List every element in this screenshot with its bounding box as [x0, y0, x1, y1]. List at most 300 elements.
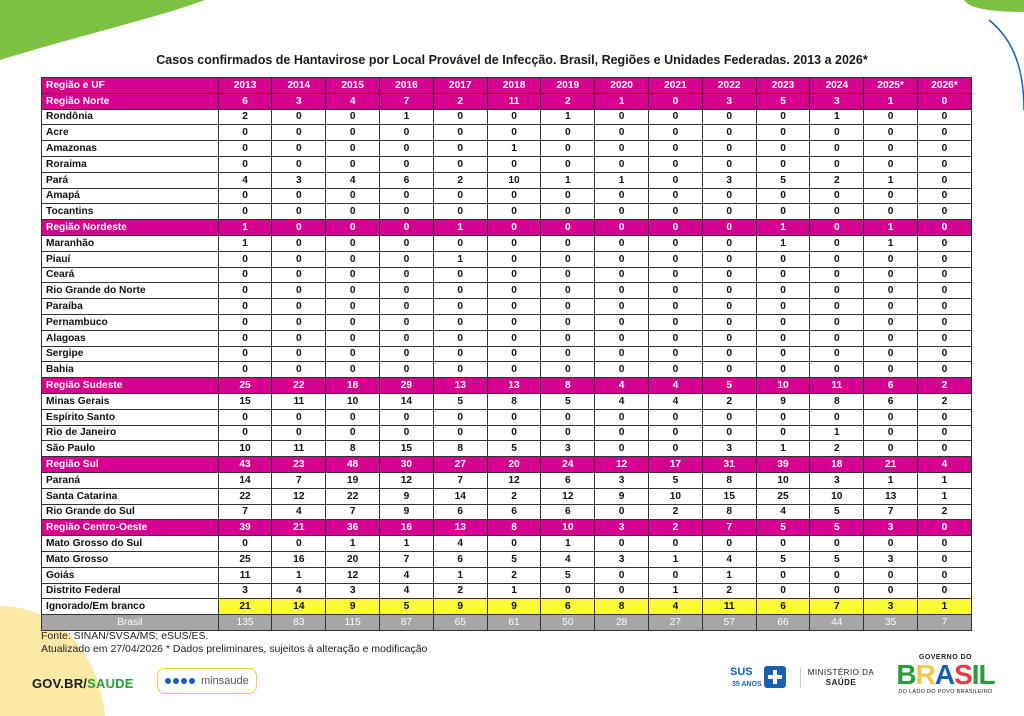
cell-value: 0 — [649, 346, 703, 362]
cell-value: 12 — [487, 472, 541, 488]
cell-value: 0 — [595, 188, 649, 204]
govbr-saude-logo[interactable] — [32, 676, 134, 691]
table-row — [42, 299, 972, 315]
cell-value: 10 — [649, 488, 703, 504]
cell-value: 1 — [756, 441, 810, 457]
cell-value: 0 — [487, 251, 541, 267]
cell-value: 13 — [433, 378, 487, 394]
cell-value: 0 — [218, 536, 272, 552]
sus-years: 35 ANOS — [732, 681, 762, 688]
source-note: Fonte: SINAN/SVSA/MS; eSUS/ES. — [41, 630, 209, 642]
cell-value: 0 — [864, 125, 918, 141]
cell-value: 0 — [487, 283, 541, 299]
cell-value: 0 — [864, 141, 918, 157]
cell-value: 4 — [380, 567, 434, 583]
cell-value: 9 — [380, 504, 434, 520]
cell-value: 0 — [380, 188, 434, 204]
cell-value: 0 — [864, 156, 918, 172]
cell-value: 0 — [218, 141, 272, 157]
cell-value: 5 — [810, 520, 864, 536]
cell-value: 0 — [218, 156, 272, 172]
cell-value: 0 — [487, 362, 541, 378]
cell-value: 0 — [380, 156, 434, 172]
cell-value: 0 — [541, 235, 595, 251]
brasil-letter: A — [934, 659, 955, 690]
cell-value: 18 — [326, 378, 380, 394]
cell-value: 0 — [918, 251, 972, 267]
cell-value: 4 — [595, 378, 649, 394]
cell-value: 0 — [272, 109, 326, 125]
cell-value: 10 — [487, 172, 541, 188]
cell-value: 5 — [810, 504, 864, 520]
header-region-uf: Região e UF — [42, 78, 219, 94]
cell-value: 3 — [218, 583, 272, 599]
cell-value: 0 — [918, 267, 972, 283]
cell-value: 22 — [272, 378, 326, 394]
cell-value: 0 — [595, 409, 649, 425]
cell-value: 0 — [326, 409, 380, 425]
cell-value: 0 — [487, 425, 541, 441]
table-row — [42, 314, 972, 330]
cell-value: 0 — [218, 125, 272, 141]
cell-value: 0 — [487, 267, 541, 283]
cell-value: 0 — [756, 314, 810, 330]
cell-value: 0 — [595, 156, 649, 172]
table-row — [42, 393, 972, 409]
cell-value: 0 — [810, 330, 864, 346]
table-row — [42, 330, 972, 346]
cell-value: 0 — [649, 409, 703, 425]
cell-value: 4 — [326, 172, 380, 188]
cell-value: 12 — [272, 488, 326, 504]
cell-value: 0 — [272, 156, 326, 172]
cell-value: 39 — [756, 457, 810, 473]
cell-value: 0 — [810, 188, 864, 204]
header-year: 2025* — [864, 78, 918, 94]
cell-value: 2 — [433, 583, 487, 599]
cell-value: 0 — [702, 362, 756, 378]
cell-value: 0 — [487, 156, 541, 172]
cell-value: 9 — [756, 393, 810, 409]
cell-value: 0 — [218, 362, 272, 378]
cell-value: 0 — [702, 125, 756, 141]
cell-value: 6 — [756, 599, 810, 615]
cell-value: 3 — [810, 93, 864, 109]
cell-value: 3 — [702, 172, 756, 188]
cell-value: 5 — [380, 599, 434, 615]
header-year: 2018 — [487, 78, 541, 94]
brasil-letter: L — [978, 659, 995, 690]
cell-value: 0 — [595, 346, 649, 362]
govbr-suffix: SAUDE — [87, 676, 134, 691]
row-label: Rio Grande do Norte — [42, 283, 219, 299]
cell-value: 0 — [756, 283, 810, 299]
sus-text: SUS — [730, 666, 753, 678]
cell-value: 0 — [218, 409, 272, 425]
cell-value: 0 — [380, 299, 434, 315]
total-value: 57 — [702, 615, 756, 631]
header-year: 2026* — [918, 78, 972, 94]
cell-value: 0 — [326, 188, 380, 204]
cell-value: 14 — [380, 393, 434, 409]
cell-value: 0 — [272, 267, 326, 283]
cell-value: 2 — [918, 504, 972, 520]
cell-value: 23 — [272, 457, 326, 473]
cell-value: 4 — [326, 93, 380, 109]
row-label: Região Nordeste — [42, 220, 219, 236]
cell-value: 2 — [649, 504, 703, 520]
cell-value: 1 — [649, 551, 703, 567]
cell-value: 1 — [810, 109, 864, 125]
cell-value: 0 — [380, 362, 434, 378]
cell-value: 9 — [595, 488, 649, 504]
cell-value: 0 — [487, 109, 541, 125]
cell-value: 0 — [649, 267, 703, 283]
cell-value: 22 — [326, 488, 380, 504]
cell-value: 0 — [487, 330, 541, 346]
cell-value: 9 — [487, 599, 541, 615]
cell-value: 8 — [702, 504, 756, 520]
cell-value: 0 — [595, 567, 649, 583]
cell-value: 0 — [918, 409, 972, 425]
cell-value: 0 — [756, 188, 810, 204]
cell-value: 1 — [272, 567, 326, 583]
cell-value: 0 — [218, 204, 272, 220]
row-label: Bahia — [42, 362, 219, 378]
cell-value: 7 — [272, 472, 326, 488]
cell-value: 18 — [810, 457, 864, 473]
row-label: Amapá — [42, 188, 219, 204]
cell-value: 0 — [272, 220, 326, 236]
cell-value: 3 — [702, 93, 756, 109]
cell-value: 0 — [702, 346, 756, 362]
cell-value: 0 — [649, 314, 703, 330]
cell-value: 0 — [487, 235, 541, 251]
cell-value: 10 — [218, 441, 272, 457]
cell-value: 0 — [380, 141, 434, 157]
cell-value: 0 — [433, 362, 487, 378]
cell-value: 0 — [380, 346, 434, 362]
cell-value: 0 — [756, 125, 810, 141]
cell-value: 0 — [326, 299, 380, 315]
cell-value: 2 — [810, 441, 864, 457]
row-label: Mato Grosso do Sul — [42, 536, 219, 552]
minsaude-badge[interactable] — [157, 668, 257, 694]
cell-value: 4 — [433, 536, 487, 552]
cell-value: 0 — [918, 204, 972, 220]
cell-value: 0 — [272, 362, 326, 378]
row-label: Região Norte — [42, 93, 219, 109]
cell-value: 0 — [864, 299, 918, 315]
cell-value: 5 — [756, 551, 810, 567]
total-label: Brasil — [42, 615, 219, 631]
cell-value: 0 — [380, 409, 434, 425]
cell-value: 0 — [864, 409, 918, 425]
cell-value: 0 — [541, 283, 595, 299]
cell-value: 0 — [541, 425, 595, 441]
cell-value: 0 — [272, 425, 326, 441]
cell-value: 0 — [702, 188, 756, 204]
cell-value: 0 — [272, 330, 326, 346]
cell-value: 16 — [272, 551, 326, 567]
cell-value: 4 — [649, 393, 703, 409]
cell-value: 0 — [649, 156, 703, 172]
cell-value: 6 — [541, 504, 595, 520]
cell-value: 0 — [810, 583, 864, 599]
cell-value: 2 — [810, 172, 864, 188]
cell-value: 0 — [918, 520, 972, 536]
cell-value: 0 — [810, 235, 864, 251]
cell-value: 13 — [487, 378, 541, 394]
cell-value: 3 — [272, 172, 326, 188]
row-label: Piauí — [42, 251, 219, 267]
header-year: 2014 — [272, 78, 326, 94]
cell-value: 0 — [649, 188, 703, 204]
cell-value: 39 — [218, 520, 272, 536]
cell-value: 0 — [918, 299, 972, 315]
cell-value: 0 — [541, 156, 595, 172]
cell-value: 14 — [218, 472, 272, 488]
cell-value: 0 — [918, 220, 972, 236]
cell-value: 0 — [326, 235, 380, 251]
cell-value: 7 — [702, 520, 756, 536]
cell-value: 0 — [702, 409, 756, 425]
cell-value: 3 — [864, 520, 918, 536]
cell-value: 1 — [541, 536, 595, 552]
cell-value: 0 — [595, 204, 649, 220]
table-row — [42, 441, 972, 457]
total-value: 28 — [595, 615, 649, 631]
cell-value: 0 — [864, 362, 918, 378]
table-row — [42, 188, 972, 204]
cell-value: 0 — [595, 267, 649, 283]
cell-value: 0 — [702, 330, 756, 346]
cell-value: 4 — [756, 504, 810, 520]
total-value: 7 — [918, 615, 972, 631]
cell-value: 3 — [326, 583, 380, 599]
minsaude-dots-icon — [165, 678, 195, 684]
row-label: Amazonas — [42, 141, 219, 157]
cell-value: 0 — [756, 251, 810, 267]
ministerio-saude-logo — [800, 668, 881, 688]
cell-value: 0 — [487, 409, 541, 425]
header-year: 2015 — [326, 78, 380, 94]
header-year: 2023 — [756, 78, 810, 94]
row-label: Santa Catarina — [42, 488, 219, 504]
cell-value: 0 — [541, 251, 595, 267]
cell-value: 36 — [326, 520, 380, 536]
cell-value: 0 — [218, 251, 272, 267]
cell-value: 0 — [702, 109, 756, 125]
cell-value: 0 — [810, 567, 864, 583]
cell-value: 0 — [649, 93, 703, 109]
cell-value: 0 — [218, 314, 272, 330]
cell-value: 24 — [541, 457, 595, 473]
cell-value: 5 — [756, 93, 810, 109]
cell-value: 0 — [541, 362, 595, 378]
total-value: 66 — [756, 615, 810, 631]
cell-value: 0 — [595, 441, 649, 457]
cell-value: 0 — [595, 251, 649, 267]
cell-value: 0 — [756, 362, 810, 378]
cell-value: 0 — [756, 299, 810, 315]
cell-value: 25 — [756, 488, 810, 504]
cell-value: 0 — [649, 172, 703, 188]
cell-value: 0 — [272, 409, 326, 425]
cell-value: 0 — [326, 283, 380, 299]
brasil-letter: R — [915, 659, 935, 690]
cell-value: 0 — [541, 267, 595, 283]
cell-value: 0 — [326, 141, 380, 157]
cell-value: 0 — [541, 125, 595, 141]
cell-value: 0 — [272, 536, 326, 552]
cell-value: 0 — [810, 141, 864, 157]
cell-value: 0 — [864, 109, 918, 125]
cell-value: 0 — [595, 362, 649, 378]
cell-value: 0 — [864, 425, 918, 441]
cell-value: 0 — [218, 267, 272, 283]
cell-value: 4 — [702, 551, 756, 567]
cell-value: 0 — [702, 141, 756, 157]
cell-value: 10 — [326, 393, 380, 409]
cell-value: 0 — [595, 141, 649, 157]
cell-value: 30 — [380, 457, 434, 473]
cell-value: 0 — [218, 283, 272, 299]
cell-value: 1 — [595, 172, 649, 188]
header-year: 2017 — [433, 78, 487, 94]
cell-value: 0 — [649, 204, 703, 220]
table-row — [42, 362, 972, 378]
cell-value: 0 — [864, 346, 918, 362]
brasil-letter: S — [954, 659, 972, 690]
region-row — [42, 457, 972, 473]
cell-value: 1 — [218, 220, 272, 236]
cell-value: 20 — [326, 551, 380, 567]
cell-value: 1 — [433, 220, 487, 236]
cell-value: 7 — [810, 599, 864, 615]
cell-value: 1 — [918, 472, 972, 488]
cell-value: 0 — [380, 125, 434, 141]
cell-value: 0 — [918, 141, 972, 157]
table-row — [42, 567, 972, 583]
cell-value: 0 — [272, 283, 326, 299]
cell-value: 0 — [326, 204, 380, 220]
cell-value: 0 — [756, 141, 810, 157]
row-label: Região Sul — [42, 457, 219, 473]
cell-value: 0 — [649, 536, 703, 552]
cell-value: 5 — [756, 520, 810, 536]
cell-value: 8 — [433, 441, 487, 457]
cell-value: 0 — [487, 314, 541, 330]
cell-value: 1 — [380, 109, 434, 125]
cell-value: 5 — [541, 393, 595, 409]
cell-value: 5 — [810, 551, 864, 567]
cell-value: 0 — [649, 141, 703, 157]
cell-value: 0 — [918, 93, 972, 109]
cell-value: 29 — [380, 378, 434, 394]
minsaude-label: minsaude — [201, 675, 249, 687]
total-value: 115 — [326, 615, 380, 631]
governo-brasil-logo — [888, 654, 1003, 706]
cell-value: 0 — [649, 299, 703, 315]
cell-value: 0 — [272, 346, 326, 362]
cell-value: 0 — [756, 567, 810, 583]
cell-value: 0 — [864, 251, 918, 267]
cell-value: 0 — [918, 109, 972, 125]
cell-value: 7 — [218, 504, 272, 520]
cell-value: 0 — [433, 330, 487, 346]
cell-value: 0 — [649, 109, 703, 125]
cell-value: 0 — [918, 441, 972, 457]
cell-value: 0 — [649, 441, 703, 457]
cell-value: 0 — [487, 299, 541, 315]
cell-value: 4 — [595, 393, 649, 409]
row-label: Paraíba — [42, 299, 219, 315]
row-label: Goiás — [42, 567, 219, 583]
cell-value: 0 — [702, 220, 756, 236]
row-label: São Paulo — [42, 441, 219, 457]
cell-value: 0 — [541, 314, 595, 330]
cell-value: 0 — [864, 314, 918, 330]
cell-value: 2 — [702, 583, 756, 599]
cell-value: 15 — [218, 393, 272, 409]
cell-value: 6 — [433, 551, 487, 567]
cell-value: 12 — [595, 457, 649, 473]
cell-value: 0 — [918, 188, 972, 204]
cell-value: 0 — [864, 441, 918, 457]
cell-value: 1 — [487, 141, 541, 157]
cell-value: 0 — [326, 251, 380, 267]
cell-value: 0 — [918, 283, 972, 299]
cell-value: 0 — [218, 299, 272, 315]
table-row — [42, 488, 972, 504]
cell-value: 0 — [864, 204, 918, 220]
cell-value: 43 — [218, 457, 272, 473]
table-header-row — [42, 78, 972, 94]
row-label: Rio Grande do Sul — [42, 504, 219, 520]
cell-value: 10 — [756, 378, 810, 394]
cell-value: 0 — [433, 141, 487, 157]
cell-value: 0 — [433, 204, 487, 220]
cell-value: 0 — [272, 235, 326, 251]
cell-value: 2 — [918, 378, 972, 394]
cell-value: 2 — [218, 109, 272, 125]
header-year: 2022 — [702, 78, 756, 94]
cell-value: 1 — [864, 93, 918, 109]
cell-value: 0 — [433, 425, 487, 441]
cell-value: 0 — [326, 362, 380, 378]
table-row — [42, 583, 972, 599]
cell-value: 0 — [541, 204, 595, 220]
cell-value: 1 — [864, 220, 918, 236]
region-row — [42, 220, 972, 236]
cell-value: 0 — [649, 220, 703, 236]
cell-value: 6 — [541, 599, 595, 615]
row-label: Tocantins — [42, 204, 219, 220]
total-value: 65 — [433, 615, 487, 631]
cell-value: 0 — [918, 583, 972, 599]
region-row — [42, 93, 972, 109]
cell-value: 7 — [326, 504, 380, 520]
region-row — [42, 520, 972, 536]
cell-value: 1 — [595, 93, 649, 109]
cell-value: 0 — [918, 172, 972, 188]
cell-value: 15 — [702, 488, 756, 504]
cell-value: 0 — [218, 346, 272, 362]
cell-value: 2 — [702, 393, 756, 409]
cell-value: 6 — [218, 93, 272, 109]
cell-value: 0 — [702, 299, 756, 315]
